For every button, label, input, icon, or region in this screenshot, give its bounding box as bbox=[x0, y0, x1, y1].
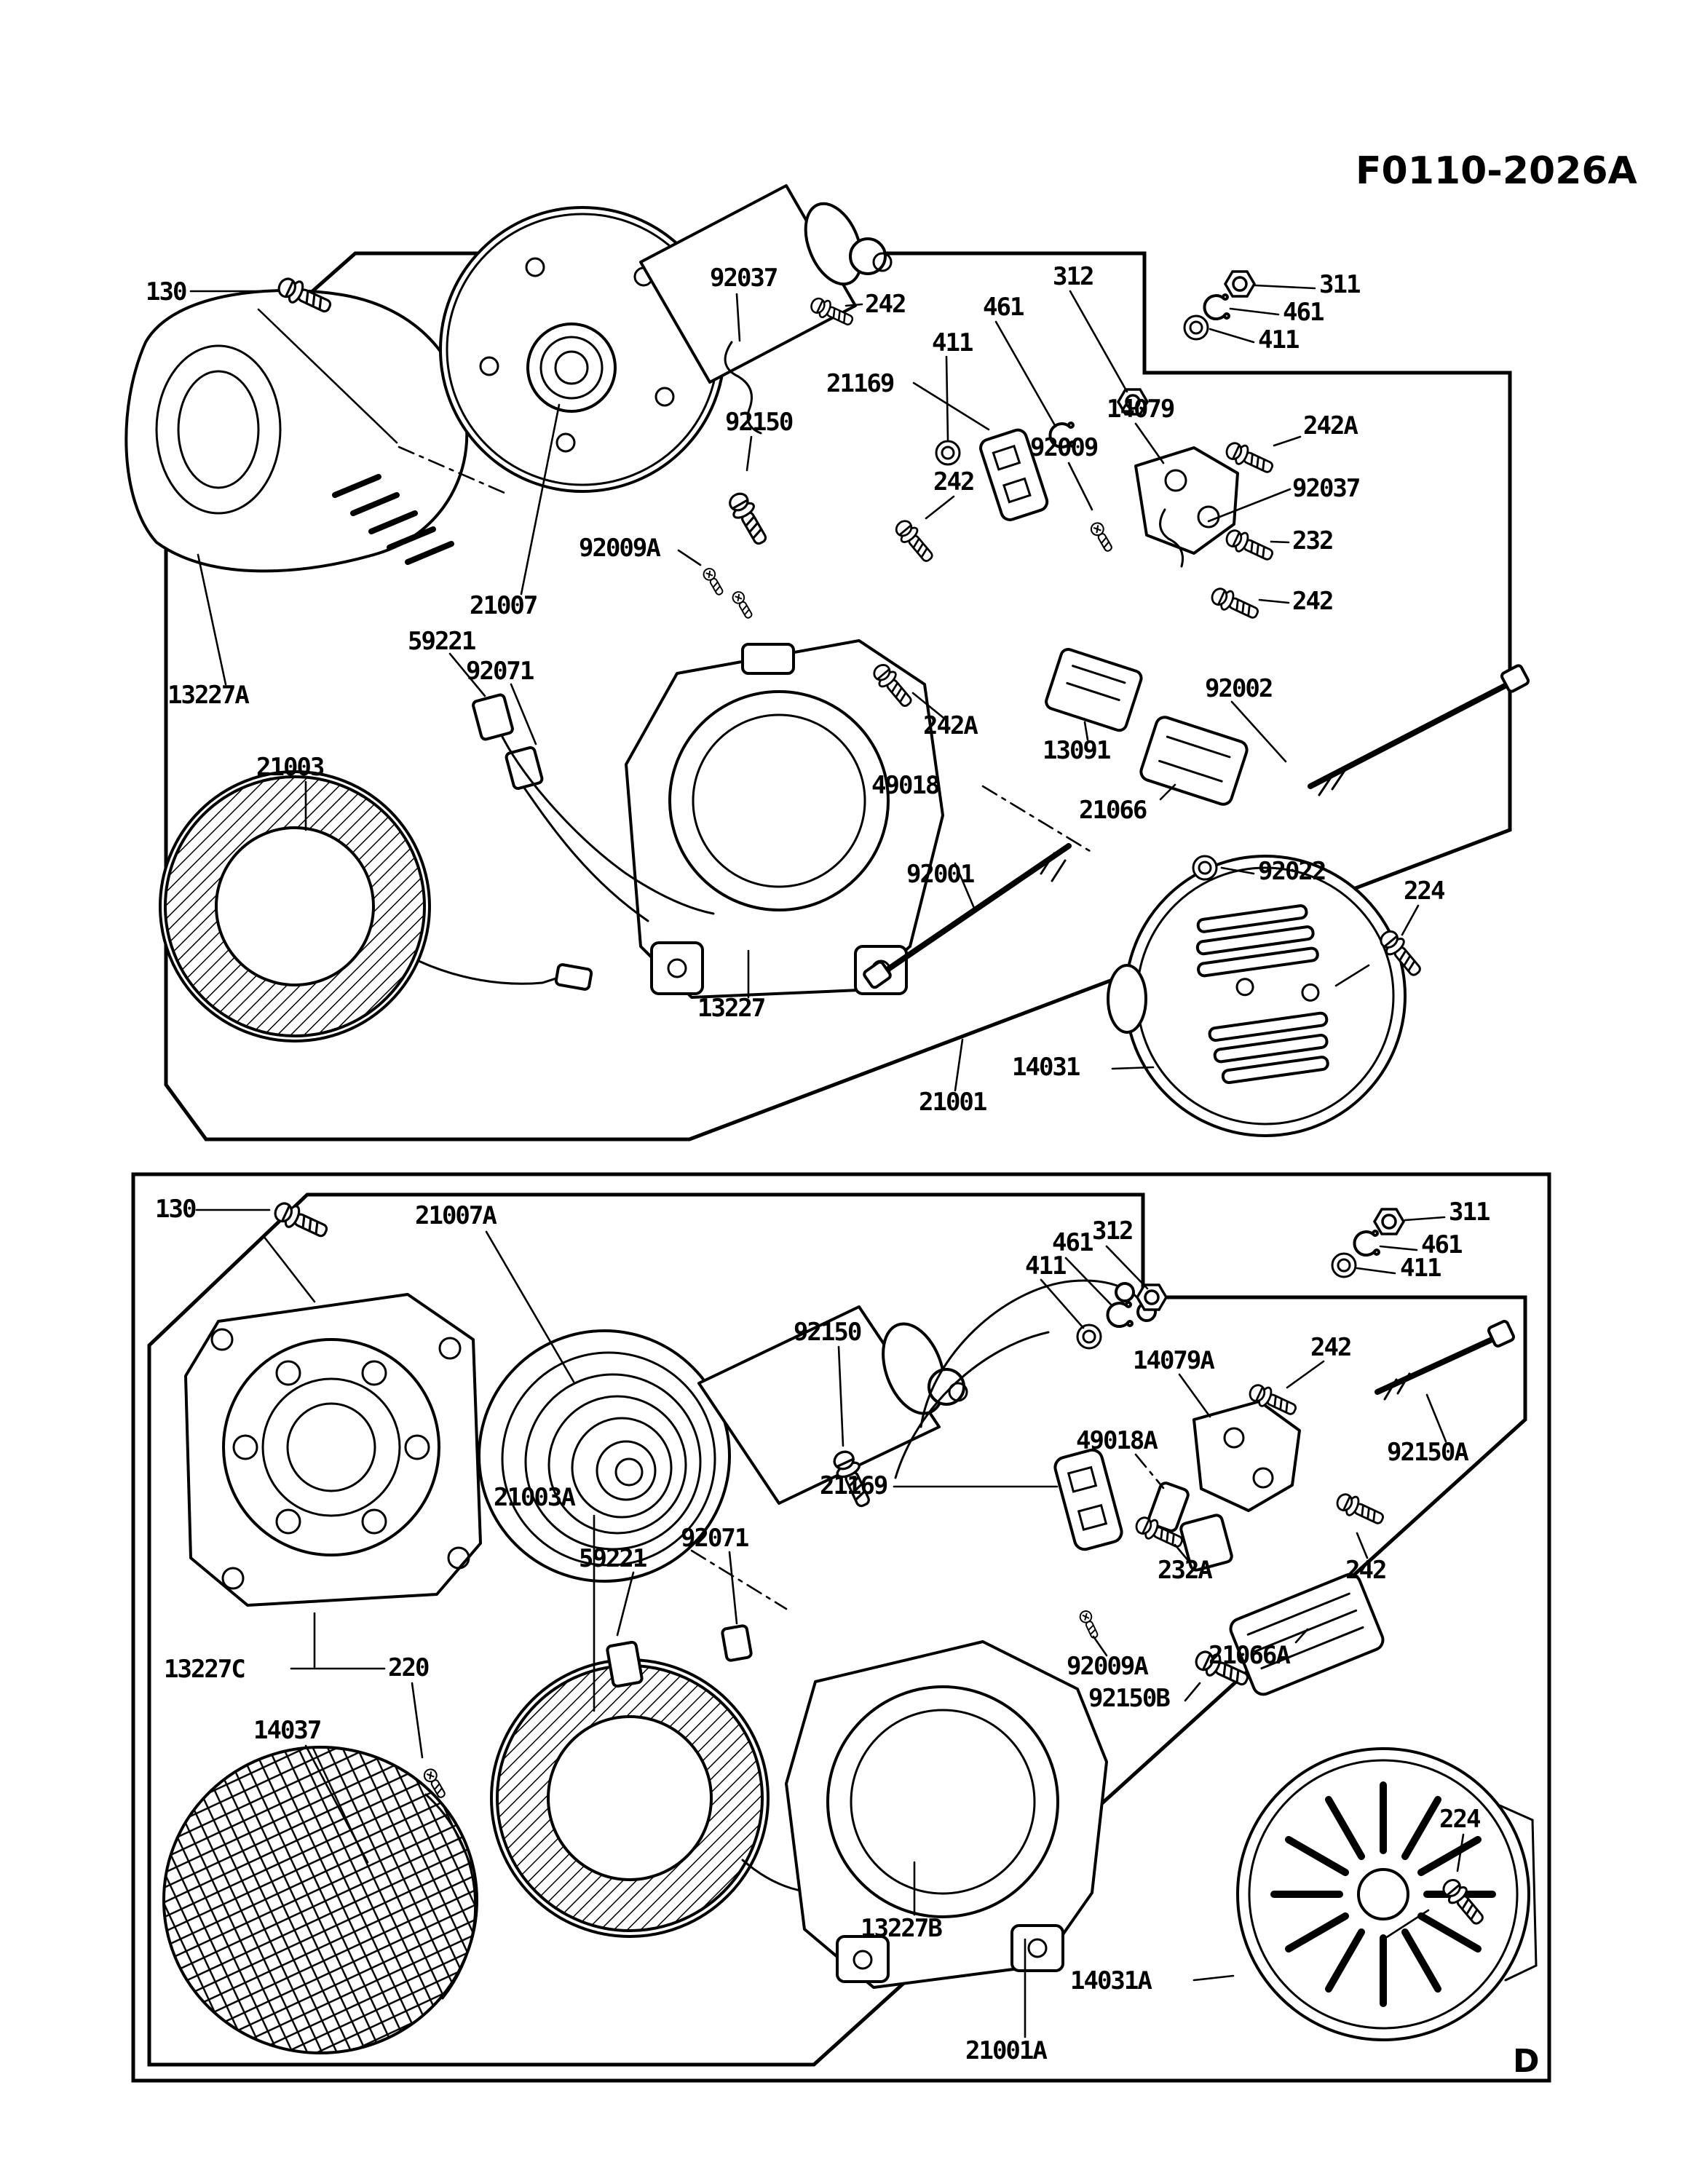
label-411b: 411 bbox=[1258, 325, 1299, 355]
figure-code: F0110-2026A bbox=[1356, 149, 1637, 193]
washer-411-lower-icon bbox=[1077, 1325, 1101, 1348]
stator-21003 bbox=[160, 772, 592, 1041]
label-59221-lower: 59221 bbox=[579, 1544, 646, 1573]
label-232a: 232A bbox=[1158, 1556, 1211, 1585]
label-13227c: 13227C bbox=[164, 1655, 245, 1684]
label-21003: 21003 bbox=[256, 753, 324, 782]
label-242-top: 242 bbox=[865, 290, 906, 319]
screw-92009a-icon bbox=[702, 566, 726, 597]
label-92071-lower: 92071 bbox=[681, 1524, 748, 1553]
label-59221: 59221 bbox=[408, 627, 475, 656]
fan-grill-14037 bbox=[164, 1747, 477, 2053]
washer-411b-icon bbox=[1184, 316, 1208, 339]
nut-311-lower-icon bbox=[1374, 1209, 1404, 1234]
label-92009: 92009 bbox=[1030, 433, 1098, 462]
rectifier-13091 bbox=[1045, 647, 1144, 732]
label-220: 220 bbox=[388, 1653, 429, 1682]
label-49018: 49018 bbox=[871, 771, 939, 800]
bolt-232-icon bbox=[1223, 526, 1275, 565]
label-92022: 92022 bbox=[1258, 857, 1326, 886]
label-224: 224 bbox=[1404, 877, 1444, 906]
screw-92009a-lower-icon bbox=[1078, 1609, 1101, 1639]
label-92002: 92002 bbox=[1205, 674, 1273, 703]
rear-cover-14031a bbox=[1238, 1749, 1536, 2040]
end-cover-13227a bbox=[126, 290, 467, 571]
label-14079a: 14079A bbox=[1133, 1346, 1214, 1375]
label-21066a: 21066A bbox=[1209, 1641, 1289, 1670]
label-242b-lower: 242 bbox=[1345, 1556, 1386, 1585]
label-92001: 92001 bbox=[906, 860, 974, 889]
label-13227a: 13227A bbox=[167, 681, 248, 710]
label-92150-lower: 92150 bbox=[794, 1318, 861, 1347]
bolt-130-lower-icon bbox=[272, 1199, 331, 1242]
screw-92009a2-icon bbox=[731, 590, 755, 620]
label-461b-lower: 461 bbox=[1421, 1230, 1462, 1259]
bolt-242-mid-icon bbox=[892, 517, 937, 566]
bolt-242-right-icon bbox=[1209, 585, 1261, 623]
bracket-14079a bbox=[1194, 1401, 1300, 1511]
label-92150a: 92150A bbox=[1387, 1438, 1468, 1467]
bolt-242b-lower-icon bbox=[1334, 1490, 1386, 1529]
label-312-lower: 312 bbox=[1092, 1216, 1133, 1246]
front-flange-13227c bbox=[186, 1294, 480, 1605]
label-14079: 14079 bbox=[1107, 395, 1174, 424]
label-312: 312 bbox=[1053, 262, 1093, 291]
label-411b-lower: 411 bbox=[1400, 1254, 1441, 1283]
label-92037: 92037 bbox=[710, 264, 778, 293]
washer-411b-lower-icon bbox=[1332, 1254, 1356, 1277]
blower-housing-13227b bbox=[786, 1642, 1107, 1987]
label-14031: 14031 bbox=[1012, 1053, 1080, 1082]
washer-92022-icon bbox=[1193, 856, 1217, 879]
screw-92009-icon bbox=[1089, 521, 1115, 553]
label-92150b: 92150B bbox=[1088, 1684, 1169, 1713]
label-21007a: 21007A bbox=[415, 1201, 496, 1230]
label-232: 232 bbox=[1292, 526, 1333, 555]
label-92009a: 92009A bbox=[579, 534, 660, 563]
label-14031a: 14031A bbox=[1070, 1966, 1151, 1995]
washer-411-icon bbox=[936, 441, 960, 464]
label-242-lower: 242 bbox=[1310, 1333, 1351, 1362]
label-13227b: 13227B bbox=[861, 1914, 941, 1943]
label-242a-mid: 242A bbox=[923, 711, 977, 740]
label-461: 461 bbox=[983, 293, 1024, 322]
label-242-mid: 242 bbox=[933, 467, 974, 496]
upper-diagram bbox=[126, 186, 1529, 1139]
label-13227: 13227 bbox=[697, 994, 765, 1023]
label-21001a: 21001A bbox=[965, 2036, 1046, 2065]
label-411: 411 bbox=[932, 328, 973, 357]
label-21003a: 21003A bbox=[494, 1483, 574, 1512]
bracket-14079 bbox=[1136, 448, 1238, 553]
regulator-21066 bbox=[1139, 715, 1249, 807]
label-92071: 92071 bbox=[466, 657, 534, 686]
label-130: 130 bbox=[146, 277, 186, 306]
circlip-461b-icon bbox=[1204, 295, 1229, 319]
page-corner-letter: D bbox=[1513, 2043, 1540, 2080]
bolt-92150-icon bbox=[725, 490, 772, 548]
circlip-461b-lower-icon bbox=[1354, 1231, 1379, 1255]
label-461b: 461 bbox=[1283, 298, 1324, 327]
rear-cover-14031 bbox=[1108, 856, 1405, 1136]
label-21169: 21169 bbox=[826, 369, 894, 398]
label-461-lower: 461 bbox=[1052, 1228, 1093, 1257]
label-21007: 21007 bbox=[470, 591, 537, 620]
label-130-lower: 130 bbox=[155, 1195, 196, 1224]
label-21001: 21001 bbox=[919, 1088, 986, 1117]
label-242-right: 242 bbox=[1292, 587, 1333, 616]
label-92037b: 92037 bbox=[1292, 474, 1360, 503]
label-92009a-lower: 92009A bbox=[1067, 1652, 1147, 1681]
through-bolt-92150a bbox=[1377, 1320, 1515, 1399]
label-14037: 14037 bbox=[253, 1716, 321, 1745]
label-311-lower: 311 bbox=[1449, 1198, 1490, 1227]
label-411-lower: 411 bbox=[1025, 1251, 1066, 1281]
nut-311-icon bbox=[1225, 272, 1254, 296]
label-49018a: 49018A bbox=[1076, 1426, 1157, 1455]
label-224-lower: 224 bbox=[1439, 1805, 1480, 1834]
label-21169-lower: 21169 bbox=[820, 1471, 887, 1500]
through-bolt-92002 bbox=[1310, 665, 1530, 795]
label-242a-tr: 242A bbox=[1303, 411, 1357, 440]
lower-diagram bbox=[133, 1174, 1549, 2081]
brush-holder-21169-lower bbox=[1053, 1448, 1123, 1552]
label-13091: 13091 bbox=[1043, 736, 1110, 765]
regulator-21066a bbox=[1227, 1571, 1385, 1697]
nut-312-lower-icon bbox=[1137, 1285, 1166, 1310]
label-92150: 92150 bbox=[725, 408, 793, 437]
label-311: 311 bbox=[1319, 270, 1360, 299]
label-21066: 21066 bbox=[1079, 796, 1147, 825]
